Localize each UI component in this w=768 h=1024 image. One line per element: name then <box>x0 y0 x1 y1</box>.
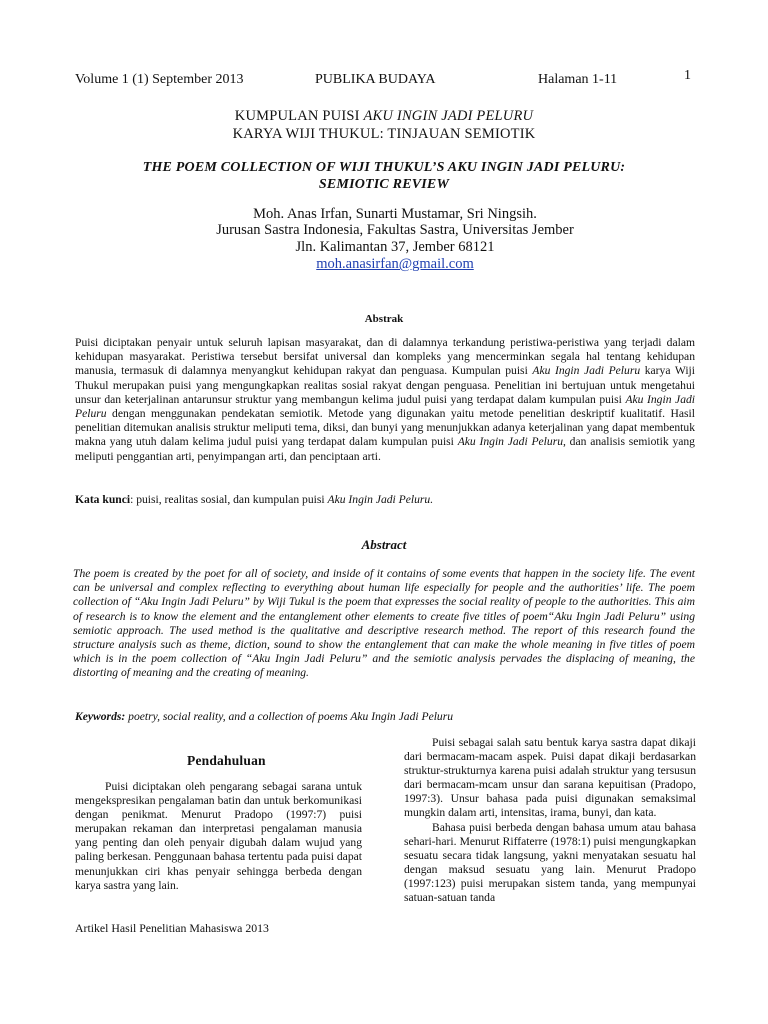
intro-right-column <box>404 736 696 905</box>
author-affiliation: Jurusan Sastra Indonesia, Fakultas Sastra, Universitas Jember <box>216 222 574 238</box>
footer-text: Artikel Hasil Penelitian Mahasiswa 2013 <box>75 921 269 935</box>
intro-right-paragraph-1: Puisi sebagai salah satu bentuk karya sastra dapat dikaji dari bermacam-macam aspek. Puisi dapat dikaji berdasarkan struktur-strukturnya karena puisi adalah struktur yang tersusun dari bermacam-mcam unsur dan sarana kepuitisan (Pradopo, 1997:3). Unsur bahasa pada puisi digunakan semaksimal mungkin dalam arti, intensitas, irama, bunyi, dan kata. <box>404 736 696 820</box>
english-title-line-1: THE POEM COLLECTION OF WIJI THUKUL’S AKU INGIN JADI PELURU: <box>142 160 626 175</box>
email-line <box>0 256 768 273</box>
abstract-body: The poem is created by the poet for all of society, and inside of it contains of some events that happen in the society life. The event can be universal and complex reflecting to everything about human life especially for people and the authorities’ life. The poem collection of “Aku Ingin Jadi Peluru” by Wiji Tukul is the poem that expresses the social reality of people to the authorities. This aim of research is to know the element and the entanglement other elements to create five titles of poem“Aku Ingin Jadi Peluru” using semiotic approach. The used method is the qualitative and descriptive research method. The report of this research found the structure analysis such as theme, diction, sound to show the entanglement that can make the whole meaning in five titles of poem which is in the poem collection of “Aku Ingin Jadi Peluru” and the semiotic analysis pervades the displacing of meaning, the distorting of meaning and the creating of meaning. <box>73 567 695 680</box>
abstract-heading: Abstract <box>361 537 407 552</box>
intro-left-paragraph: Puisi diciptakan oleh pengarang sebagai sarana untuk mengekspresikan pengalaman batin dan untuk berkomunikasi dengan penikmat. Menurut Pradopo (1997:7) puisi merupakan rekaman dan interpretasi pengalaman manusia yang penting dan oleh penyair digubah dalam wujud yang paling berkesan. Penggunaan bahasa tertentu pada puisi dapat menunjukkan ciri khas penyair sehingga berbeda dengan karya sastra yang lain. <box>75 780 362 892</box>
abstrak-body: Puisi diciptakan penyair untuk seluruh lapisan masyarakat, dan di dalamnya terkandung peristiwa-peristiwa yang terjadi dalam kehidupan masyarakat. Peristiwa tersebut bersifat universal dan kompleks yang mencerminkan segala hal tentang kehidupan manusia, termasuk di dalamnya menyangkut kehidupan rakyat dan penguasa. Kumpulan puisi Aku Ingin Jadi Peluru karya Wiji Thukul merupakan puisi yang mengungkapkan realitas sosial rakyat dengan penguasa. Penelitian ini bertujuan untuk mengetahui unsur dan keterjalinan antarunsur struktur yang membangun kelima judul puisi yang terdapat dalam kumpulan puisi Aku Ingin Jadi Peluru dengan menggunakan pendekatan semiotik. Metode yang digunakan yaitu metode penelitian deskriptif kualitatif. Hasil penelitian ditemukan analisis struktur meliputi tema, diksi, dan bunyi yang menunjukkan adanya keterjalinan yang dapat membentuk makna yang utuh dalam kelima judul puisi yang terdapat dalam kumpulan puisi Aku Ingin Jadi Peluru, dan analisis semiotik yang meliputi penggantian arti, penyimpangan arti, dan penciptaan arti. <box>75 336 696 463</box>
abstrak-heading: Abstrak <box>364 313 404 325</box>
author-address: Jln. Kalimantan 37, Jember 68121 <box>295 239 495 255</box>
author-names: Moh. Anas Irfan, Sunarti Mustamar, Sri Ningsih. <box>253 206 537 222</box>
title-line-2: KARYA WIJI THUKUL: TINJAUAN SEMIOTIK <box>232 126 536 142</box>
keywords: Keywords: poetry, social reality, and a collection of poems Aku Ingin Jadi Peluru <box>75 710 454 723</box>
author-email-link[interactable]: moh.anasirfan@gmail.com <box>316 256 474 272</box>
page-number: 1 <box>684 68 691 83</box>
pendahuluan-heading: Pendahuluan <box>187 753 266 768</box>
intro-left-column <box>75 780 362 893</box>
page-range: Halaman 1-11 <box>538 72 618 87</box>
journal-name: PUBLIKA BUDAYA <box>315 72 436 87</box>
title-line-1: KUMPULAN PUISI AKU INGIN JADI PELURU <box>234 108 534 124</box>
intro-right-paragraph-2: Bahasa puisi berbeda dengan bahasa umum atau bahasa sehari-hari. Menurut Riffaterre (1978:1) puisi mengungkapkan sesuatu secara tidak langsung, yakni menyatakan sesuatu hal dengan maksud sesuatu yang lain. Menurut Pradopo (1997:123) puisi merupakan sistem tanda, yang mempunyai satuan-satuan tanda <box>404 820 696 905</box>
volume-info: Volume 1 (1) September 2013 <box>75 72 244 87</box>
kata-kunci: Kata kunci: puisi, realitas sosial, dan kumpulan puisi Aku Ingin Jadi Peluru. <box>75 493 434 506</box>
english-title-line-2: SEMIOTIC REVIEW <box>318 177 450 192</box>
